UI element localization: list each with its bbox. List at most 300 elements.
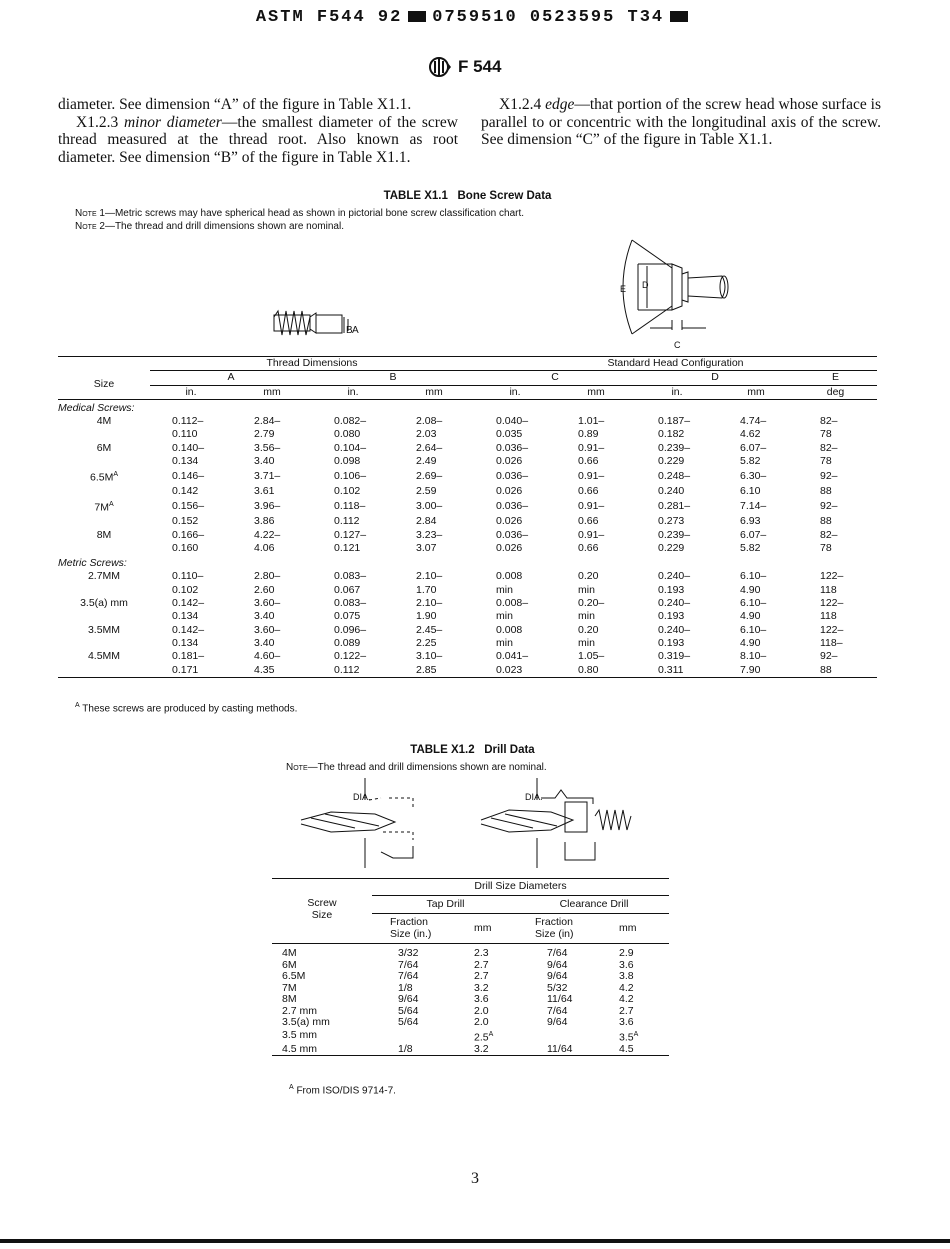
value-cell: 1.05– (578, 650, 605, 663)
size-cell: 2.7MM (87, 570, 121, 583)
value-cell: 0.66 (578, 485, 599, 498)
value-cell: 0.239– (658, 441, 691, 454)
drill-figure (295, 776, 645, 872)
value-cell: 7/64 (547, 947, 568, 959)
value-cell: 0.127– (334, 528, 367, 541)
table-x1-1-notes (75, 208, 875, 233)
size-cell (58, 637, 150, 650)
value-cell: 1.70 (416, 583, 437, 596)
value-cell: 88 (820, 515, 832, 528)
size-cell: $7M^A$ (94, 501, 114, 514)
figure-label-b: B (346, 325, 353, 336)
value-cell: 0.20 (578, 570, 599, 583)
value-cell: 0.240 (658, 485, 685, 498)
value-cell: 0.193 (658, 610, 685, 623)
value-cell: 2.0 (474, 1016, 489, 1028)
figure-label-d: D (642, 280, 649, 290)
value-cell: 3/32 (398, 947, 419, 959)
value-cell: 0.008 (496, 570, 523, 583)
value-cell: 0.067 (334, 583, 361, 596)
column-header-mm-clearance: mm (611, 914, 669, 944)
dia-label-right: DIA. (525, 792, 543, 802)
value-cell: 5/64 (398, 1004, 419, 1017)
table-row (272, 1006, 669, 1018)
value-cell: 0.026 (496, 515, 523, 528)
value-cell: 0.102 (334, 485, 361, 498)
column-header-a: A (150, 371, 312, 385)
drill-data-table (272, 878, 669, 1056)
note-2: Note 2—The thread and drill dimensions shown are nominal. (75, 220, 344, 232)
table-row (272, 983, 669, 995)
body-right-column (481, 96, 881, 149)
table-row (58, 498, 877, 515)
definition: —the smallest diameter of the screw thread measured at the thread root. Also known as root diameter. See dimension “B” of the figure in Table X1.1. (58, 113, 458, 166)
value-cell: 3.6 (474, 993, 489, 1005)
unit-header: in. (636, 385, 718, 399)
value-cell: 3.86 (254, 515, 275, 528)
table-x1-1-caption: TABLE X1.1 Bone Screw Data (383, 190, 552, 202)
value-cell: 3.00– (416, 500, 443, 513)
value-cell: 2.9 (619, 947, 634, 959)
value-cell: 122– (820, 597, 844, 610)
value-cell: 6.10– (740, 570, 767, 583)
table-row (58, 650, 877, 663)
value-cell: 3.61 (254, 485, 275, 498)
value-cell: 1.90 (416, 610, 437, 623)
value-cell: 0.026 (496, 455, 523, 468)
value-cell: 8M (282, 993, 297, 1005)
code-part-1: ASTM F544 92 (255, 8, 403, 27)
value-cell: 6.93 (740, 515, 761, 528)
value-cell: 0.026 (496, 485, 523, 498)
value-cell: 0.20 (578, 623, 599, 636)
column-header-clearance-drill: Clearance Drill (519, 895, 669, 914)
value-cell: 11/64 (547, 1042, 573, 1055)
table-body (272, 944, 669, 1056)
value-cell: 0.082– (334, 415, 367, 428)
value-cell: 0.181– (172, 650, 205, 663)
value-cell: 0.118– (334, 500, 366, 513)
value-cell: 2.60 (254, 583, 275, 596)
value-cell: 7/64 (547, 1004, 568, 1017)
value-cell: 6.30– (740, 470, 767, 483)
size-cell (58, 455, 150, 468)
value-cell: 0.026 (496, 541, 523, 554)
value-cell: 3.8 (619, 970, 634, 982)
value-cell: 0.036– (496, 441, 529, 454)
value-cell: 0.311 (658, 663, 684, 676)
table-row (272, 1029, 669, 1044)
astm-designation (428, 56, 501, 78)
size-cell: 8M (96, 528, 112, 541)
value-cell: 0.171 (172, 663, 199, 676)
value-cell: 3.23– (416, 528, 443, 541)
value-cell: 0.193 (658, 636, 685, 649)
column-header-tap-drill: Tap Drill (372, 895, 519, 914)
table-row (58, 515, 877, 528)
value-cell: 0.166– (172, 528, 205, 541)
value-cell: 0.182 (658, 428, 685, 441)
value-cell: 9/64 (547, 958, 568, 971)
unit-header: deg (794, 385, 877, 399)
value-cell: 3.40 (254, 636, 275, 649)
value-cell: 4.35 (254, 663, 275, 676)
value-cell: $3.5^A$ (619, 1030, 639, 1043)
value-cell: 7.90 (740, 663, 761, 676)
paragraph-x1-2-4 (481, 96, 881, 149)
value-cell: 7/64 (398, 970, 419, 982)
size-cell (58, 428, 150, 441)
figure-label-c: C (674, 340, 681, 350)
definition: —that portion of the screw head whose surface is parallel to or concentric with the longitudinal axis of the screw. See dimension “C” of the figure in Table X1.1. (481, 96, 881, 148)
value-cell: 0.91– (578, 470, 605, 483)
value-cell: 82– (820, 528, 838, 541)
group-header-thread: Thread Dimensions (150, 357, 474, 371)
table-row (58, 584, 877, 597)
value-cell: 0.66 (578, 455, 599, 468)
value-cell: 0.008 (496, 623, 523, 636)
value-cell: 0.160 (172, 541, 199, 554)
table-body (58, 399, 877, 677)
value-cell: min (496, 610, 513, 623)
size-cell (58, 515, 150, 528)
column-header-c: C (474, 371, 636, 385)
value-cell: 0.041– (496, 650, 529, 663)
value-cell: 0.098 (334, 455, 361, 468)
table-x1-2-note: Note—The thread and drill dimensions shown are nominal. (286, 762, 547, 773)
designation-label: F 544 (458, 57, 502, 76)
value-cell: 3.40 (254, 610, 275, 623)
value-cell (372, 1029, 464, 1044)
value-cell: 0.91– (578, 500, 605, 513)
value-cell: 4.62 (740, 428, 761, 441)
value-cell: 0.121 (334, 541, 361, 554)
value-cell: 118– (820, 636, 843, 649)
value-cell: 3.10– (416, 650, 443, 663)
body-left-column (58, 96, 458, 166)
section-number: X1.2.4 (499, 96, 542, 113)
value-cell: 0.142– (172, 623, 205, 636)
column-header-fraction-clearance: Fraction Size (in) (519, 914, 611, 944)
value-cell: 0.112– (172, 415, 204, 428)
value-cell: 0.91– (578, 528, 605, 541)
value-cell: 5/64 (398, 1016, 419, 1028)
group-header-head: Standard Head Configuration (474, 357, 877, 371)
value-cell: 3.56– (254, 441, 281, 454)
document-code-header (0, 8, 950, 27)
value-cell: 0.089 (334, 636, 361, 649)
value-cell: 2.10– (416, 597, 443, 610)
value-cell: 78 (820, 455, 832, 468)
value-cell: 78 (820, 541, 832, 554)
value-cell: 2.84 (416, 515, 437, 528)
size-cell (58, 485, 150, 498)
value-cell: 92– (820, 470, 838, 483)
size-cell: 3.5(a) mm (80, 597, 128, 610)
note-1: Note 1—Metric screws may have spherical head as shown in pictorial bone screw classification chart. (75, 208, 525, 219)
value-cell: 2.3 (474, 947, 489, 959)
table-row (58, 455, 877, 468)
value-cell: 0.106– (334, 470, 367, 483)
value-cell: 4.06 (254, 541, 275, 554)
value-cell: 0.110 (172, 428, 198, 441)
value-cell: 4M (282, 947, 297, 959)
value-cell: 78 (820, 428, 832, 441)
figure-label-e: E (620, 284, 627, 294)
value-cell: 92– (820, 650, 838, 663)
value-cell: 2.7 (619, 1004, 634, 1017)
size-cell (58, 584, 150, 597)
value-cell: 1/8 (398, 1042, 413, 1055)
value-cell: 0.91– (578, 441, 605, 454)
value-cell: 0.89 (578, 428, 599, 441)
column-header-mm-tap: mm (464, 914, 519, 944)
value-cell: 0.040– (496, 415, 529, 428)
redaction-block (670, 11, 688, 22)
value-cell: 8.10– (740, 650, 767, 663)
column-header-d: D (636, 371, 794, 385)
value-cell: 118 (820, 583, 837, 596)
table-x1-2-footnote: $^A$ From ISO/DIS 9714-7. (289, 1084, 396, 1097)
value-cell: 4.74– (740, 415, 767, 428)
section-number: X1.2.3 (76, 113, 119, 131)
column-header-fraction-tap: Fraction Size (in.) (372, 914, 464, 944)
figure-label-a: A (352, 325, 359, 336)
value-cell: 0.156– (172, 500, 205, 513)
bone-screw-data-table (58, 356, 877, 678)
table-row (272, 1017, 669, 1029)
unit-header: in. (150, 385, 232, 399)
table-row (58, 624, 877, 637)
value-cell: 0.66 (578, 541, 599, 554)
value-cell: 2.49 (416, 455, 437, 468)
value-cell: 0.229 (658, 455, 685, 468)
value-cell: 3.60– (254, 597, 281, 610)
value-cell: 3.5(a) mm (282, 1016, 330, 1028)
value-cell: 4.90 (740, 610, 761, 623)
value-cell: 2.7 (474, 970, 489, 982)
size-cell: 6M (96, 441, 112, 454)
value-cell: 2.79 (254, 428, 275, 441)
value-cell: 0.080 (334, 428, 361, 441)
value-cell: min (578, 610, 595, 623)
value-cell: 82– (820, 415, 838, 428)
value-cell: min (578, 583, 595, 596)
value-cell: 3.5 mm (282, 1029, 318, 1042)
value-cell: 0.20– (578, 597, 605, 610)
group-label: Medical Screws: (58, 401, 135, 414)
value-cell: 0.134 (172, 610, 199, 623)
value-cell (519, 1029, 611, 1044)
paragraph: diameter. See dimension “A” of the figure in Table X1.1. (58, 96, 412, 113)
value-cell: 0.008– (496, 597, 529, 610)
value-cell: 0.273 (658, 515, 685, 528)
value-cell: 0.083– (334, 597, 367, 610)
value-cell: 0.023 (496, 663, 523, 676)
size-cell: $6.5M^A$ (89, 471, 118, 484)
value-cell: 3.2 (474, 1042, 489, 1055)
value-cell: 11/64 (547, 993, 573, 1005)
value-cell: 82– (820, 441, 838, 454)
value-cell: 2.7 (474, 958, 489, 971)
value-cell: 0.036– (496, 528, 529, 541)
value-cell: 0.112 (334, 663, 360, 676)
value-cell: 7/64 (398, 958, 419, 971)
value-cell: 3.6 (619, 1016, 634, 1028)
value-cell: 2.7 mm (282, 1004, 318, 1017)
value-cell: 3.71– (254, 470, 281, 483)
unit-header: in. (474, 385, 556, 399)
value-cell: 3.60– (254, 623, 281, 636)
value-cell: 0.102 (172, 583, 199, 596)
table-row (272, 1044, 669, 1056)
value-cell: 2.10– (416, 570, 443, 583)
value-cell: 2.80– (254, 570, 281, 583)
value-cell: 0.140– (172, 441, 205, 454)
value-cell: 9/64 (547, 1016, 568, 1028)
value-cell: 6.10– (740, 597, 767, 610)
table-row (272, 994, 669, 1006)
value-cell: 0.146– (172, 470, 205, 483)
page-number: 3 (471, 1170, 479, 1187)
group-header-drill-sizes: Drill Size Diameters (372, 879, 669, 896)
value-cell: 0.239– (658, 528, 691, 541)
term: edge (545, 96, 575, 113)
value-cell: 2.69– (416, 470, 443, 483)
table-row (272, 960, 669, 972)
value-cell: 88 (820, 663, 832, 676)
column-header-screw-size: Screw Size (272, 895, 372, 944)
size-cell: 4M (96, 415, 112, 428)
value-cell: 0.112 (334, 515, 360, 528)
value-cell: 2.45– (416, 623, 443, 636)
value-cell: 5.82 (740, 541, 761, 554)
table-row (58, 415, 877, 428)
unit-header: mm (718, 385, 794, 399)
value-cell: min (496, 583, 513, 596)
column-header-e: E (794, 371, 877, 385)
column-header-size: Size (58, 371, 150, 400)
value-cell: 6M (282, 958, 297, 971)
value-cell: 3.6 (619, 958, 634, 971)
size-cell: 4.5MM (87, 650, 121, 663)
value-cell: 0.142– (172, 597, 205, 610)
value-cell: 0.80 (578, 663, 599, 676)
value-cell: 4.2 (619, 981, 634, 994)
table-row (58, 428, 877, 441)
value-cell: 0.248– (658, 470, 691, 483)
unit-header: mm (232, 385, 312, 399)
value-cell: 0.110– (172, 570, 204, 583)
value-cell: 0.134 (172, 455, 199, 468)
size-cell (58, 542, 150, 555)
value-cell: 2.64– (416, 441, 443, 454)
value-cell: 6.07– (740, 528, 767, 541)
value-cell: 92– (820, 500, 838, 513)
value-cell: 5.82 (740, 455, 761, 468)
astm-logo-icon (428, 56, 452, 78)
table-row (58, 542, 877, 555)
group-label: Metric Screws: (58, 557, 127, 570)
value-cell: 6.10– (740, 623, 767, 636)
unit-header: in. (312, 385, 394, 399)
value-cell: 122– (820, 570, 844, 583)
value-cell: 0.036– (496, 500, 529, 513)
value-cell: 4.90 (740, 636, 761, 649)
value-cell: 0.075 (334, 610, 361, 623)
value-cell: 0.319– (658, 650, 691, 663)
value-cell: min (496, 636, 513, 649)
value-cell: 0.193 (658, 583, 685, 596)
value-cell: 2.84– (254, 415, 281, 428)
value-cell: 4.22– (254, 528, 281, 541)
value-cell: 7M (282, 981, 297, 994)
unit-header: mm (556, 385, 636, 399)
value-cell: 88 (820, 485, 832, 498)
value-cell: 2.25 (416, 636, 437, 649)
size-cell: 3.5MM (87, 623, 121, 636)
table-row (58, 442, 877, 455)
table-group-row (58, 555, 877, 570)
value-cell: 2.03 (416, 428, 437, 441)
table-group-row (58, 399, 877, 415)
value-cell: 0.240– (658, 570, 691, 583)
value-cell: 1.01– (578, 415, 605, 428)
size-cell (58, 610, 150, 623)
table-row (58, 529, 877, 542)
value-cell: 6.10 (740, 485, 761, 498)
redaction-block (408, 11, 426, 22)
table-row (58, 637, 877, 650)
value-cell: 4.5 mm (282, 1042, 318, 1055)
table-row (272, 944, 669, 960)
table-row (58, 468, 877, 485)
value-cell: 0.240– (658, 597, 691, 610)
value-cell: 0.229 (658, 541, 685, 554)
page-bottom-rule (0, 1239, 950, 1243)
value-cell: 0.035 (496, 428, 523, 441)
value-cell: 2.0 (474, 1004, 489, 1017)
term: minor diameter (123, 113, 222, 131)
value-cell: 0.240– (658, 623, 691, 636)
value-cell: 118 (820, 610, 837, 623)
dia-label-left: DIA. (353, 792, 371, 802)
table-row (58, 570, 877, 583)
value-cell: 122– (820, 623, 844, 636)
value-cell: 2.08– (416, 415, 443, 428)
value-cell: 0.036– (496, 470, 529, 483)
value-cell: 0.281– (658, 500, 691, 513)
value-cell: 0.083– (334, 570, 367, 583)
value-cell: 3.96– (254, 500, 281, 513)
value-cell: 5/32 (547, 981, 568, 994)
value-cell: 9/64 (398, 993, 419, 1005)
value-cell: 4.5 (619, 1042, 634, 1055)
value-cell: 0.122– (334, 650, 367, 663)
value-cell: $2.5^A$ (474, 1030, 494, 1043)
value-cell: 0.104– (334, 441, 367, 454)
paragraph-x1-2-3 (58, 114, 458, 167)
thread-dimension-figure (268, 305, 368, 341)
column-header-b: B (312, 371, 474, 385)
value-cell: 4.2 (619, 993, 634, 1005)
size-cell (58, 664, 150, 678)
value-cell: 4.90 (740, 583, 761, 596)
value-cell: 0.152 (172, 515, 199, 528)
table-row (58, 485, 877, 498)
code-part-2: 0759510 0523595 T34 (432, 8, 665, 27)
value-cell: 6.5M (282, 970, 306, 982)
